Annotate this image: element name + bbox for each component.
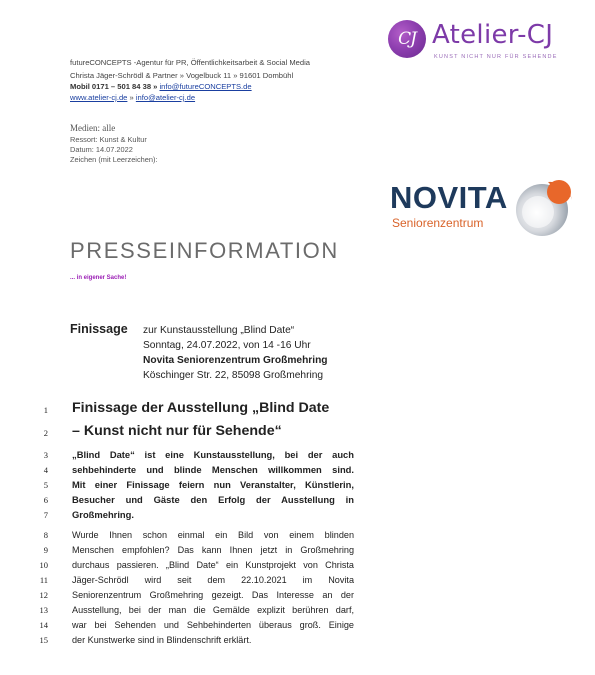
eigene-sache-note: ... in eigener Sache!: [70, 275, 127, 281]
article-lead-line: sehbehinderte und blinde Menschen willkommen sind.: [72, 464, 354, 475]
finissage-address: Köschinger Str. 22, 85098 Großmehring: [143, 370, 324, 381]
finissage-date: Sonntag, 24.07.2022, von 14 -16 Uhr: [143, 340, 311, 351]
atelier-cj-name: Atelier-CJ: [432, 20, 554, 50]
sender-web-line: [70, 92, 195, 103]
sender-agency-line: futureCONCEPTS -Agentur für PR, Öffentlichkeitsarbeit & Social Media: [70, 58, 311, 67]
line-number: 14: [39, 620, 48, 630]
atelier-cj-mark: CJ: [388, 20, 426, 58]
article-body-line: Seniorenzentrum Großmehring gezeigt. Das Interesse an der: [72, 590, 354, 600]
article-body-line: durchaus passieren. „Blind Date“ ein Kunstprojekt von Christa: [72, 560, 354, 570]
sender-mobile: Mobil 0171 – 501 84 38 »: [70, 82, 160, 91]
finissage-label: Finissage: [70, 322, 128, 336]
meta-medien: Medien: alle: [70, 123, 116, 133]
meta-ressort: Ressort: Kunst & Kultur: [70, 135, 147, 144]
novita-subtitle: Seniorenzentrum: [392, 216, 484, 230]
line-number: 3: [43, 450, 48, 460]
meta-zeichen: Zeichen (mit Leerzeichen):: [70, 155, 158, 164]
website-link[interactable]: www.atelier-cj.de: [70, 93, 128, 102]
line-number: 10: [39, 560, 48, 570]
line-number: 13: [39, 605, 48, 615]
sender-contact-line: [70, 81, 252, 92]
article-lead-line: Mit einer Finissage feiern nun Veranstalter, Künstlerin,: [72, 479, 354, 490]
line-number: 8: [43, 530, 48, 540]
line-number: 11: [39, 575, 48, 585]
article-body-line: Jäger-Schrödl wird seit dem 22.10.2021 im Novita: [72, 575, 354, 585]
article-headline-line-1: Finissage der Ausstellung „Blind Date: [72, 400, 330, 416]
line-number: 4: [43, 465, 48, 475]
line-number: 12: [39, 590, 48, 600]
web-separator: »: [127, 93, 136, 102]
line-number: 2: [43, 428, 48, 438]
line-number: 1: [43, 405, 48, 415]
article-lead-line: Großmehring.: [72, 509, 134, 520]
finissage-venue: Novita Seniorenzentrum Großmehring: [143, 355, 328, 366]
finissage-exhibition: zur Kunstausstellung „Blind Date“: [143, 325, 295, 336]
novita-logo: [388, 178, 578, 240]
sender-address-line: Christa Jäger-Schrödl & Partner » Vogelbuck 11 » 91601 Dombühl: [70, 71, 294, 80]
article-lead-line: Besucher und Gäste den Erfolg der Ausstellung in: [72, 494, 354, 505]
atelier-email-link[interactable]: info@atelier-cj.de: [135, 93, 196, 102]
line-number: 7: [43, 510, 48, 520]
meta-datum: Datum: 14.07.2022: [70, 145, 133, 154]
article-body-line: Wurde Ihnen schon einmal ein Bild von einem blinden: [72, 530, 354, 540]
page-title: PRESSEINFORMATION: [70, 238, 339, 263]
novita-swoosh-icon: [510, 178, 574, 238]
sender-email-link[interactable]: info@futureCONCEPTS.de: [159, 82, 252, 91]
article-body-line: war bei Sehenden und Sehbehinderten überaus groß. Einige: [72, 620, 354, 630]
article-body-line: Menschen empfohlen? Das kann Ihnen jetzt in Großmehring: [72, 545, 354, 555]
article-headline-line-2: – Kunst nicht nur für Sehende“: [72, 423, 282, 439]
article-body-line: der Kunstwerke sind in Blindenschrift erklärt.: [72, 635, 252, 645]
line-number: 5: [43, 480, 48, 490]
line-number: 6: [43, 495, 48, 505]
article-body-line: Ausstellung, bei der man die Gemälde explizit berühren darf,: [72, 605, 354, 615]
article-lead-line: „Blind Date“ ist eine Kunstausstellung, bei der auch: [72, 449, 354, 460]
novita-name: NOVITA: [390, 180, 508, 215]
line-number: 9: [43, 545, 48, 555]
atelier-cj-tagline: KUNST NICHT NUR FÜR SEHENDE: [434, 54, 558, 60]
line-number: 15: [39, 635, 48, 645]
atelier-cj-logo: [388, 18, 558, 64]
